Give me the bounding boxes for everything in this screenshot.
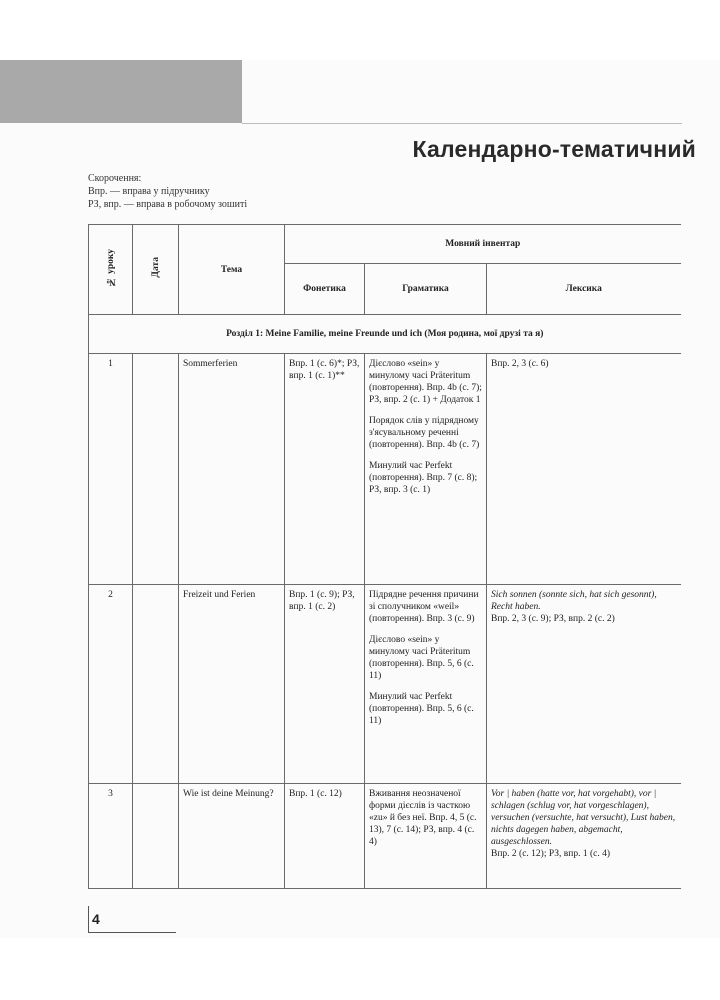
table-row — [89, 585, 681, 784]
abbreviations-heading: Скорочення: — [88, 173, 142, 184]
header-date: Дата — [133, 225, 179, 315]
lesson-topic: Freizeit und Ferien — [179, 585, 285, 784]
lesson-grammar — [365, 585, 487, 784]
lesson-lexis — [487, 354, 681, 585]
header-lexis: Лексика — [487, 264, 681, 315]
header-gray-tab — [0, 60, 242, 123]
table-row — [89, 784, 681, 889]
grammar-item: Вживання неозначеної форми дієслів із часткою «zu» й без неї. Впр. 4, 5 (с. 13), 7 (с. 14); РЗ, впр. 4 (с. 4) — [369, 789, 477, 847]
header-rule — [242, 123, 682, 124]
lesson-grammar — [365, 354, 487, 585]
lesson-number: 2 — [89, 585, 133, 784]
header-topic: Тема — [179, 225, 285, 315]
grammar-item: Минулий час Perfekt (повторення). Впр. 7 (с. 8); РЗ, впр. 3 (с. 1) — [369, 461, 478, 495]
plan-table — [88, 224, 681, 889]
lexis-vocabulary: Vor | haben (hatte vor, hat vorgehabt), vor | schlagen (schlug vor, hat vorgeschlagen), versuchen (versuchte, hat versucht), Lust haben, nichts dagegen haben, abgemacht, ausgeschlossen. — [491, 789, 676, 847]
header-inventory: Мовний інвентар — [285, 225, 681, 264]
lesson-phonetics: Впр. 1 (с. 6)*; РЗ, впр. 1 (с. 1)** — [285, 354, 365, 585]
lesson-grammar — [365, 784, 487, 889]
grammar-item: Порядок слів у підрядному з'ясувальному реченні (повторення). Впр. 4b (с. 7) — [369, 416, 480, 450]
lesson-lexis — [487, 784, 681, 889]
lesson-lexis — [487, 585, 681, 784]
lesson-phonetics: Впр. 1 (с. 9); РЗ, впр. 1 (с. 2) — [285, 585, 365, 784]
lesson-topic: Wie ist deine Meinung? — [179, 784, 285, 889]
lesson-topic: Sommerferien — [179, 354, 285, 585]
header-row-top — [89, 225, 681, 264]
abbreviations-block — [88, 172, 247, 211]
lexis-vocabulary: Sich sonnen (sonnte sich, hat sich gesonnt), Recht haben. — [491, 590, 657, 612]
page-number-rule-horizontal — [88, 932, 176, 933]
page-number-rule-vertical — [88, 906, 89, 932]
section-row — [89, 315, 681, 354]
lexis-exercises: Впр. 2 (с. 12); РЗ, впр. 1 (с. 4) — [491, 849, 611, 859]
table-row — [89, 354, 681, 585]
lesson-date — [133, 784, 179, 889]
page-title: Календарно-тематичний — [412, 136, 696, 162]
grammar-item: Підрядне речення причини зі сполучником «weil» (повторення). Впр. 3 (с. 9) — [369, 590, 479, 624]
header-lesson-no: № уроку — [89, 225, 133, 315]
grammar-item: Минулий час Perfekt (повторення). Впр. 5, 6 (с. 11) — [369, 692, 474, 726]
lesson-phonetics: Впр. 1 (с. 12) — [285, 784, 365, 889]
header-phonetics: Фонетика — [285, 264, 365, 315]
abbreviation-line-2: РЗ, впр. — вправа в робочому зошиті — [88, 199, 248, 210]
lesson-number: 1 — [89, 354, 133, 585]
lesson-date — [133, 585, 179, 784]
abbreviation-line-1: Впр. — вправа у підручнику — [88, 186, 210, 197]
grammar-item: Дієслово «sein» у минулому часі Präteritum (повторення). Впр. 4b (с. 7); РЗ, впр. 2 (с. 1) + Додаток 1 — [369, 359, 482, 405]
header-grammar: Граматика — [365, 264, 487, 315]
page-number: 4 — [92, 911, 100, 927]
grammar-item: Дієслово «sein» у минулому часі Präteritum (повторення). Впр. 5, 6 (с. 11) — [369, 635, 474, 681]
lesson-number: 3 — [89, 784, 133, 889]
lexis-exercises: Впр. 2, 3 (с. 9); РЗ, впр. 2 (с. 2) — [491, 614, 615, 624]
section-title: Розділ 1: Meine Familie, meine Freunde und ich (Моя родина, мої друзі та я) — [89, 315, 681, 354]
lexis-exercises: Впр. 2, 3 (с. 6) — [491, 359, 549, 369]
lesson-date — [133, 354, 179, 585]
